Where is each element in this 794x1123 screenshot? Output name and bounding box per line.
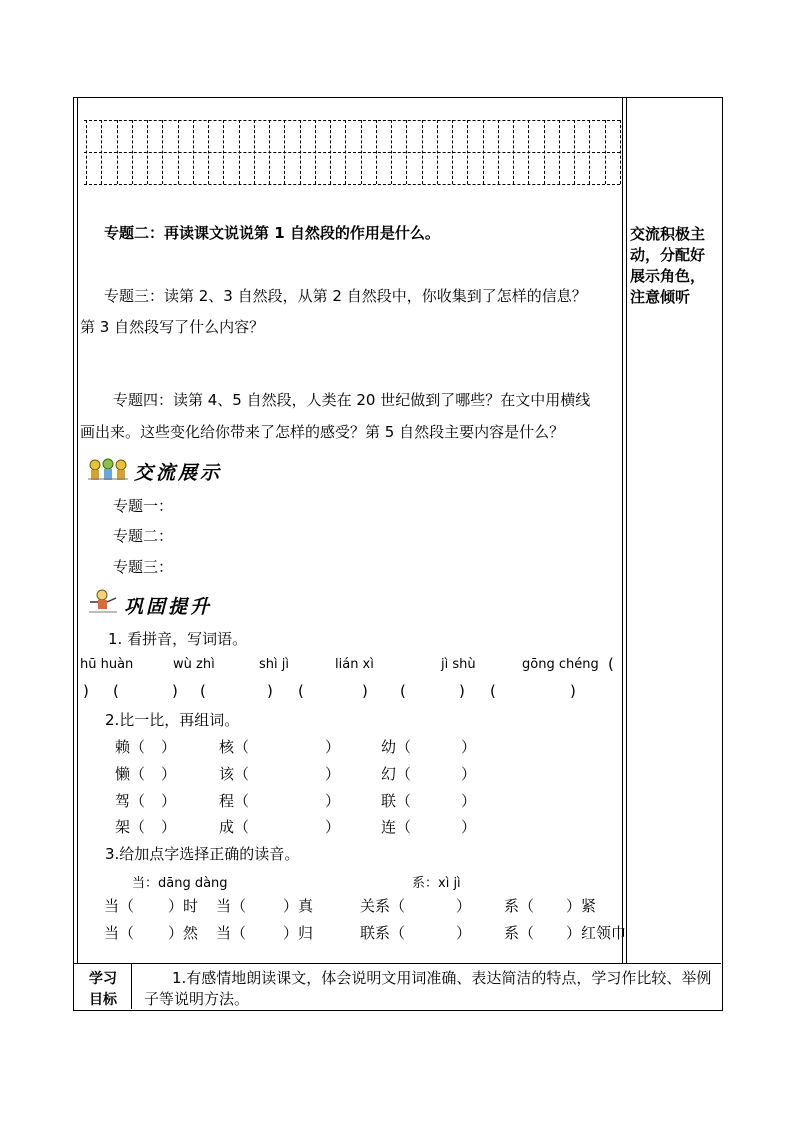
grid-line	[528, 120, 529, 184]
grid-line	[315, 120, 316, 184]
q2-cell: 赖（	[115, 738, 146, 756]
q2-cell: ）	[461, 738, 477, 756]
pinyin-open-paren: (	[608, 655, 614, 673]
q3-cell: ）归	[283, 924, 314, 942]
grid-line	[559, 120, 560, 184]
pinyin-2: wù zhì	[173, 657, 215, 672]
q2-title: 2.比一比，再组词。	[105, 711, 240, 729]
q2-cell: 幼（	[381, 738, 412, 756]
pinyin-3: shì jì	[259, 657, 289, 672]
side-note: 交流积极主动，分配好展示角色，注意倾听	[630, 225, 706, 306]
blank-close: )	[570, 682, 576, 700]
exchange-heading: 交流展示	[134, 462, 223, 484]
grid-line	[589, 120, 590, 184]
q2-cell: 架（	[115, 818, 146, 836]
q3-readings-xi: 系：xì jì	[412, 876, 461, 891]
blank-open: (	[200, 682, 206, 700]
blank-close: )	[267, 682, 273, 700]
grid-line	[162, 120, 163, 184]
q2-cell: ）	[161, 765, 177, 783]
grid-line	[544, 120, 545, 184]
grid-line	[391, 120, 392, 184]
goal-label-line1: 学习	[89, 971, 117, 987]
grid-line	[605, 120, 606, 184]
q3-cell: 联系（	[360, 924, 406, 942]
q2-cell: ）	[461, 818, 477, 836]
grid-line	[117, 120, 118, 184]
grid-line	[376, 120, 377, 184]
grid-line	[284, 120, 285, 184]
q2-cell: ）	[461, 792, 477, 810]
goal-text: 1.有感情地朗读课文，体会说明文用词准确、表达简洁的特点，学习作比较、举例子等说明方法。	[144, 969, 712, 1008]
grid-line	[269, 120, 270, 184]
grid-line	[178, 120, 179, 184]
q3-cell: 当（	[216, 897, 247, 915]
grid-line	[513, 120, 514, 184]
consolidate-heading: 巩固提升	[124, 596, 213, 618]
q2-cell: ）	[325, 792, 341, 810]
grid-line	[86, 120, 87, 184]
q3-cell: 当（	[104, 924, 135, 942]
q3-cell: ）	[456, 897, 472, 915]
grid-line	[193, 120, 194, 184]
grid-line	[574, 120, 575, 184]
q2-cell: ）	[161, 818, 177, 836]
right-inner-line	[626, 97, 627, 963]
grid-line	[406, 120, 407, 184]
q2-cell: 核（	[219, 738, 250, 756]
blank-open: (	[298, 682, 304, 700]
q3-cell: 当（	[216, 924, 247, 942]
grid-line	[345, 120, 346, 184]
q3-cell: ）然	[168, 924, 199, 942]
topic-3-line1: 专题三：读第 2、3 自然段，从第 2 自然段中，你收集到了怎样的信息？	[104, 287, 587, 305]
q2-cell: ）	[325, 738, 341, 756]
q1-title: 1. 看拼音，写词语。	[108, 630, 248, 648]
blank-open: (	[113, 682, 119, 700]
q3-cell: 当（	[104, 897, 135, 915]
blank-open: (	[490, 682, 496, 700]
goal-label-divider	[131, 963, 132, 1009]
grid-line	[239, 120, 240, 184]
q3-cell: ）红领巾	[566, 924, 627, 942]
blank-open: (	[400, 682, 406, 700]
q3-cell: ）时	[168, 897, 199, 915]
q3-cell: 系（	[504, 897, 535, 915]
q3-cell: 关系（	[360, 897, 406, 915]
exchange-item-2: 专题二：	[113, 527, 174, 545]
grid-line	[147, 120, 148, 184]
goal-label-line2: 目标	[89, 992, 117, 1008]
q3-cell: ）紧	[566, 897, 597, 915]
grid-line	[101, 120, 102, 184]
cartoon-figure-icon	[86, 588, 120, 614]
pinyin-5: jì shù	[441, 657, 476, 672]
q3-cell: 系（	[504, 924, 535, 942]
grid-line	[422, 120, 423, 184]
q2-cell: 幻（	[381, 765, 412, 783]
left-inner-line	[77, 97, 78, 963]
exchange-item-1: 专题一：	[113, 497, 174, 515]
pinyin-6: gōng chéng	[522, 657, 599, 672]
q3-cell: ）真	[283, 897, 314, 915]
grid-line	[223, 120, 224, 184]
topic-4-line2: 画出来。这些变化给你带来了怎样的感受？第 5 自然段主要内容是什么？	[80, 423, 565, 441]
goal-row-separator	[73, 963, 721, 964]
q2-cell: ）	[461, 765, 477, 783]
topic-2-text: 专题二：再读课文说说第 1 自然段的作用是什么。	[104, 224, 440, 242]
grid-line	[452, 120, 453, 184]
grid-line	[361, 120, 362, 184]
blank-close: )	[83, 682, 89, 700]
grid-line	[132, 120, 133, 184]
blank-close: )	[172, 682, 178, 700]
q2-cell: 程（	[219, 792, 250, 810]
q2-cell: 懒（	[115, 765, 146, 783]
q2-cell: ）	[161, 738, 177, 756]
topic-4-line1: 专题四：读第 4、5 自然段，人类在 20 世纪做到了哪些？在文中用横线	[113, 391, 591, 409]
grid-line	[620, 120, 621, 184]
grid-line	[483, 120, 484, 184]
q3-title: 3.给加点字选择正确的读音。	[105, 845, 300, 863]
q2-cell: 连（	[381, 818, 412, 836]
q3-readings-dang: 当：dāng dàng	[132, 876, 228, 891]
cartoon-kids-icon	[86, 455, 130, 483]
grid-line	[208, 120, 209, 184]
q2-cell: ）	[161, 792, 177, 810]
exchange-item-3: 专题三：	[113, 558, 174, 576]
grid-line	[467, 120, 468, 184]
topic-3-line2: 第 3 自然段写了什么内容？	[80, 318, 265, 336]
q2-cell: ）	[325, 818, 341, 836]
q2-cell: 该（	[219, 765, 250, 783]
right-column-divider	[622, 97, 623, 963]
grid-line	[437, 120, 438, 184]
q2-cell: 联（	[381, 792, 412, 810]
grid-line	[330, 120, 331, 184]
topic-2	[104, 222, 440, 243]
blank-close: )	[362, 682, 368, 700]
grid-line	[300, 120, 301, 184]
blank-close: )	[459, 682, 465, 700]
grid-line	[254, 120, 255, 184]
pinyin-4: lián xì	[335, 657, 374, 672]
q3-cell: ）	[456, 924, 472, 942]
grid-line	[498, 120, 499, 184]
q2-cell: 成（	[219, 818, 250, 836]
pinyin-1: hū huàn	[80, 657, 134, 672]
q2-cell: 驾（	[115, 792, 146, 810]
q2-cell: ）	[325, 765, 341, 783]
